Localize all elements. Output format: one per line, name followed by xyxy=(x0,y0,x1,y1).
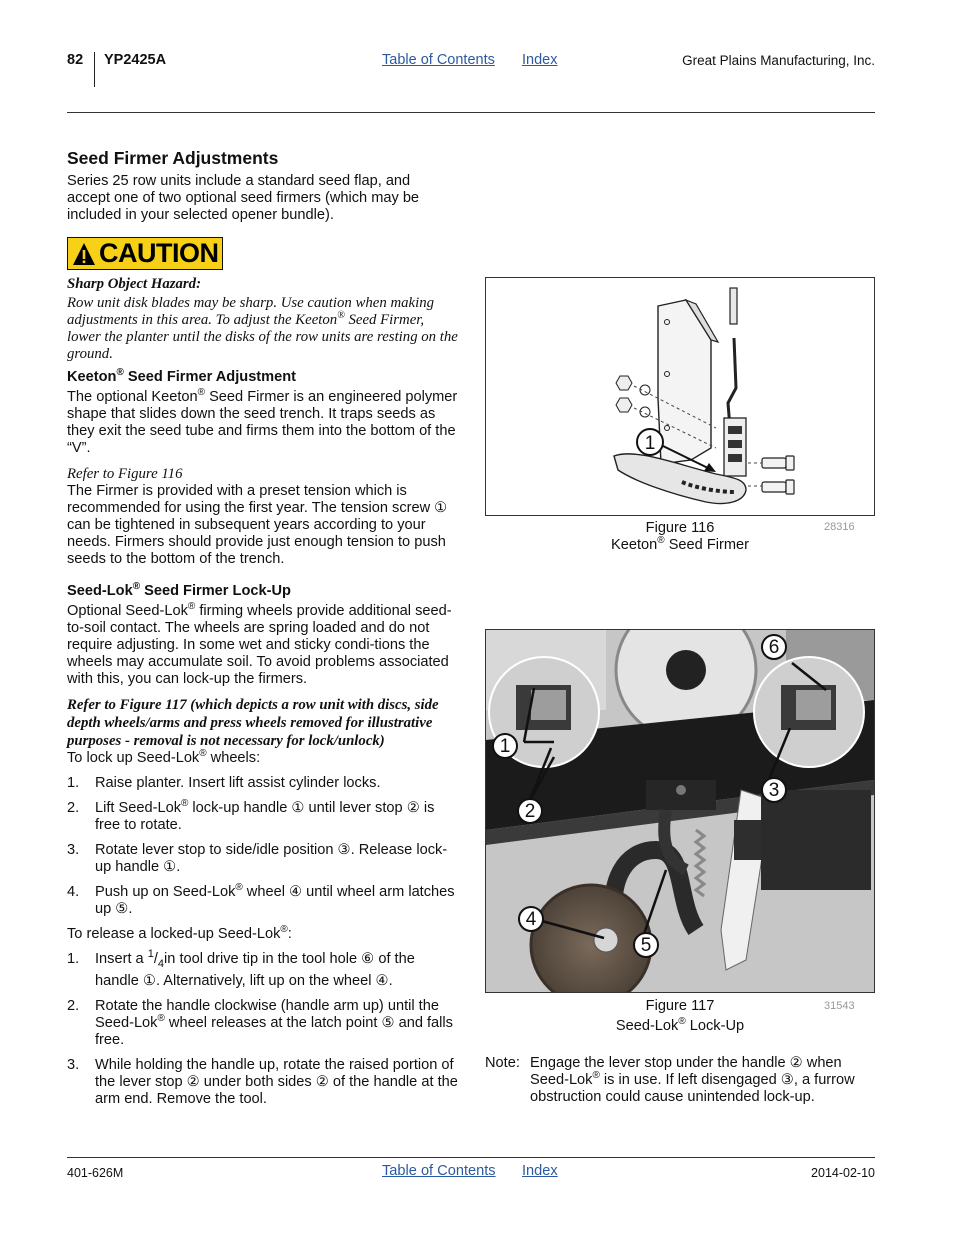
caution-banner xyxy=(67,237,223,270)
hazard-title: Sharp Object Hazard: xyxy=(67,276,202,292)
page-number: 82 xyxy=(67,52,84,68)
header-divider xyxy=(94,52,95,87)
header-rule xyxy=(67,112,875,113)
section-intro: Series 25 row units include a standard seed flap, and accept one of two optional seed firmers (which may be included in your selected opener bundle). xyxy=(67,173,420,223)
seedlok-description: Optional Seed-Lok® firming wheels provide additional seed-to-soil contact. The wheels are spring loaded and do not require adjusting. In some wet and sticky condi-tions the wheels may accumulate soil. To avoid problems associated with this, you can lock-up the firmers. xyxy=(67,601,452,687)
figure-116-id: 28316 xyxy=(824,521,855,533)
left-column xyxy=(67,150,457,224)
hazard-text: Row unit disk blades may be sharp. Use caution when making adjustments in this area. To adjust the Keeton® Seed Firmer, lower the planter until the disks of the row units are resting on the ground. xyxy=(67,295,458,362)
figure-117-id: 31543 xyxy=(824,1000,855,1012)
list-item: 4. Push up on Seed-Lok® wheel ④ until wheel arm latches up ⑤. xyxy=(67,882,455,917)
note-block xyxy=(485,1055,875,1106)
seedlok-heading: Seed-Lok® Seed Firmer Lock-Up xyxy=(67,581,291,599)
figure-117-callout-2: 2 xyxy=(517,798,543,824)
index-link[interactable]: Index xyxy=(522,52,558,68)
table-of-contents-link[interactable]: Table of Contents xyxy=(382,52,495,68)
keeton-heading: Keeton® Seed Firmer Adjustment xyxy=(67,367,297,385)
figure-117-image xyxy=(485,629,875,993)
list-item: 2. Rotate the handle clockwise (handle arm up) until the Seed-Lok® wheel releases at the latch point ⑤ and falls free. xyxy=(67,997,453,1048)
footer-date: 2014-02-10 xyxy=(811,1166,875,1180)
list-item: 3. While holding the handle up, rotate the raised portion of the lever stop ② under both sides ② of the handle at the arm end. Remove the tool. xyxy=(67,1056,458,1107)
company-name: Great Plains Manufacturing, Inc. xyxy=(682,53,875,68)
lock-steps-list xyxy=(67,775,459,918)
footer-table-of-contents-link[interactable]: Table of Contents xyxy=(382,1163,496,1179)
list-item: 1. Insert a $^1/_4in$ tool drive tip in the tool hole ⑥ of the handle ①. Alternatively, lift up on the wheel ④. xyxy=(67,948,415,989)
keeton-figure-ref: Refer to Figure 116 xyxy=(67,466,183,482)
figure-116-image xyxy=(485,277,875,516)
figure-117-callout-4: 4 xyxy=(518,906,544,932)
doc-number: 401-626M xyxy=(67,1166,124,1180)
figure-116-caption: Figure 116 Keeton® Seed Firmer xyxy=(611,520,749,553)
keeton-seed-firmer-illustration xyxy=(486,278,874,515)
warning-triangle-icon xyxy=(72,242,96,266)
figure-117-callout-3: 3 xyxy=(761,777,787,803)
figure-117-caption: Figure 117 Seed-Lok® Lock-Up xyxy=(615,998,745,1034)
left-column-body xyxy=(67,275,459,1108)
lock-intro: To lock up Seed-Lok® wheels: xyxy=(67,748,261,766)
keeton-description: The optional Keeton® Seed Firmer is an engineered polymer shape that slides down the seed trench. It traps seeds as they exit the seed tube and firms them into the bottom of the “V”. xyxy=(67,387,458,456)
list-item: 2. Lift Seed-Lok® lock-up handle ① until lever stop ② is free to rotate. xyxy=(67,798,435,833)
release-intro: To release a locked-up Seed-Lok®: xyxy=(67,924,292,942)
seed-lok-lockup-photo xyxy=(486,630,874,992)
release-steps-list xyxy=(67,948,459,1108)
footer-index-link[interactable]: Index xyxy=(522,1163,558,1179)
figure-117-callout-5: 5 xyxy=(633,932,659,958)
figure-117-callout-6: 6 xyxy=(761,634,787,660)
keeton-tension-text: The Firmer is provided with a preset tension which is recommended for using the first year. The tension screw ① can be tightened in subsequent years according to your needs. Firmers should provide just enough tension to push seeds to the bottom of the trench. xyxy=(67,483,448,567)
footer-rule xyxy=(67,1157,875,1158)
figure-116-callout-1: 1 xyxy=(644,433,656,454)
section-title: Seed Firmer Adjustments xyxy=(67,148,279,168)
seedlok-figure-ref: Refer to Figure 117 (which depicts a row unit with discs, side depth wheels/arms and press wheels removed for illustrative purposes - removal is not necessary for lock/unlock) xyxy=(67,697,439,749)
list-item: 3. Rotate lever stop to side/idle position ③. Release lock-up handle ①. xyxy=(67,842,448,875)
caution-label: CAUTION xyxy=(99,238,219,268)
list-item: 1. Raise planter. Insert lift assist cylinder locks. xyxy=(67,775,381,791)
note-label: Note: xyxy=(485,1055,520,1071)
model-number: YP2425A xyxy=(104,52,167,68)
note-text: Engage the lever stop under the handle ② when Seed-Lok® is in use. If left disengaged ③, a furrow obstruction could cause unintended lock-up. xyxy=(530,1055,855,1105)
figure-117-callout-1: 1 xyxy=(492,733,518,759)
